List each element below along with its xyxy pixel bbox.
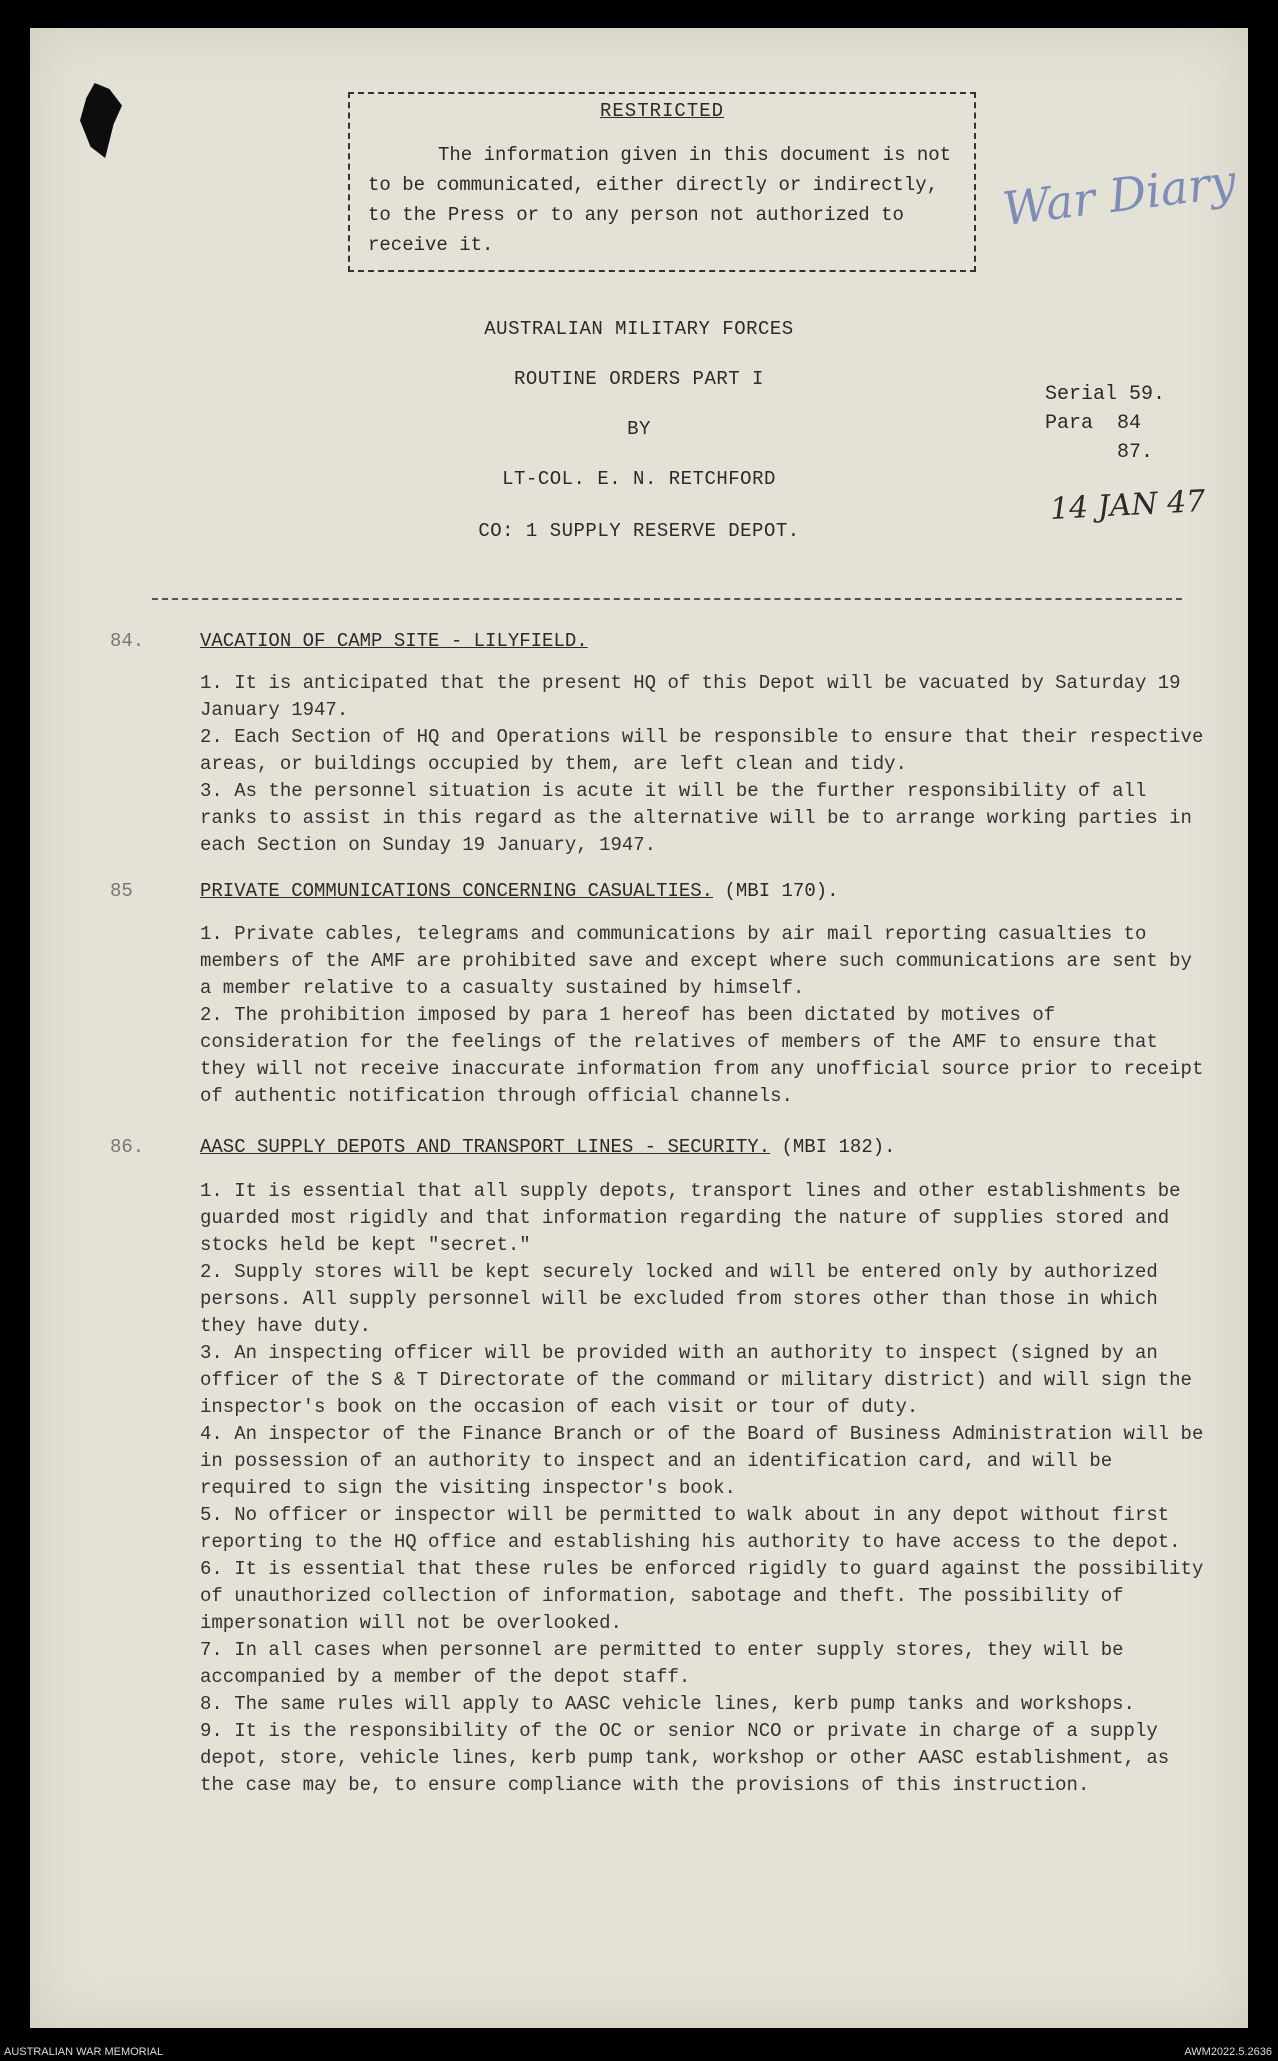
heading-line-3: BY bbox=[627, 418, 651, 440]
para-body-84 bbox=[200, 670, 1210, 859]
document-page bbox=[30, 28, 1248, 2028]
heading-line-1: AUSTRALIAN MILITARY FORCES bbox=[484, 318, 794, 340]
serial-line-3: 87. bbox=[1045, 441, 1154, 464]
serial-line-1: Serial 59. bbox=[1045, 383, 1166, 406]
para-title-84: VACATION OF CAMP SITE - LILYFIELD. bbox=[200, 630, 588, 652]
separator-rule bbox=[152, 598, 1182, 600]
list-item: 1. It is essential that all supply depots, transport lines and other establishments be guarded most rigidly and that information regarding the nature of supplies stored and stocks held be kept "secret." bbox=[200, 1180, 1181, 1256]
list-item: 1. It is anticipated that the present HQ of this Depot will be vacuated by Saturday 19 January 1947. bbox=[200, 672, 1181, 721]
handwritten-war-diary: War Diary bbox=[999, 153, 1239, 237]
para-title-86: AASC SUPPLY DEPOTS AND TRANSPORT LINES - SECURITY. (MBI 182). bbox=[200, 1136, 896, 1158]
heading-line-2: ROUTINE ORDERS PART I bbox=[514, 368, 764, 390]
list-item: 4. An inspector of the Finance Branch or of the Board of Business Administration will be in possession of an authority to inspect and an identification card, and will be required to sign the visiting inspector's book. bbox=[200, 1423, 1204, 1499]
list-item: 6. It is essential that these rules be enforced rigidly to guard against the possibility of unauthorized collection of information, sabotage and theft. The possibility of impersonation will not be overlooked. bbox=[200, 1558, 1204, 1634]
restricted-notice-box bbox=[348, 92, 976, 272]
para-number-85: 85 bbox=[110, 880, 133, 902]
list-item: 8. The same rules will apply to AASC vehicle lines, kerb pump tanks and workshops. bbox=[200, 1693, 1135, 1715]
list-item: 1. Private cables, telegrams and communications by air mail reporting casualties to members of the AMF are prohibited save and except where such communications are sent by a member relative to a casualty sustained by himself. bbox=[200, 923, 1192, 999]
para-number-86: 86. bbox=[110, 1136, 145, 1158]
list-item: 3. As the personnel situation is acute it will be the further responsibility of all ranks to assist in this regard as the alternative will be to arrange working parties in each Section on Sunday 19 January, 1947. bbox=[200, 780, 1192, 856]
para-title-85: PRIVATE COMMUNICATIONS CONCERNING CASUALTIES. (MBI 170). bbox=[200, 880, 839, 902]
list-item: 7. In all cases when personnel are permitted to enter supply stores, they will be accompanied by a member of the depot staff. bbox=[200, 1639, 1124, 1688]
footer-catalogue-number: AWM2022.5.2636 bbox=[1184, 2046, 1272, 2058]
list-item: 5. No officer or inspector will be permitted to walk about in any depot without first reporting to the HQ office and establishing his authority to have access to the depot. bbox=[200, 1504, 1181, 1553]
list-item: 9. It is the responsibility of the OC or senior NCO or private in charge of a supply depot, store, vehicle lines, kerb pump tank, workshop or other AASC establishment, as the case may be, to ensure compliance with the provisions of this instruction. bbox=[200, 1720, 1170, 1796]
list-item: 3. An inspecting officer will be provided with an authority to inspect (signed by an officer of the S & T Directorate of the command or military district) and will sign the inspector's book on the occasion of each visit or tour of duty. bbox=[200, 1342, 1192, 1418]
heading-line-5: CO: 1 SUPPLY RESERVE DEPOT. bbox=[478, 520, 800, 542]
footer-credit: AUSTRALIAN WAR MEMORIAL bbox=[4, 2046, 164, 2058]
restricted-title: RESTRICTED bbox=[599, 100, 725, 122]
para-body-85 bbox=[200, 921, 1210, 1110]
serial-line-2: Para 84 bbox=[1045, 412, 1142, 435]
serial-reference bbox=[1045, 380, 1165, 467]
torn-corner bbox=[80, 83, 122, 158]
handwritten-date: 14 JAN 47 bbox=[1049, 483, 1207, 528]
para-number-84: 84. bbox=[110, 630, 145, 652]
heading-line-4: LT-COL. E. N. RETCHFORD bbox=[502, 468, 776, 490]
list-item: 2. Each Section of HQ and Operations will be responsible to ensure that their respective areas, or buildings occupied by them, are left clean and tidy. bbox=[200, 726, 1204, 775]
list-item: 2. Supply stores will be kept securely locked and will be entered only by authorized persons. All supply personnel will be excluded from stores other than those in which they have duty. bbox=[200, 1261, 1158, 1337]
para-body-86 bbox=[200, 1178, 1210, 1799]
list-item: 2. The prohibition imposed by para 1 hereof has been dictated by motives of consideration for the feelings of the relatives of members of the AMF to ensure that they will not receive inaccurate information from any unofficial source prior to receipt of authentic notification through official channels. bbox=[200, 1004, 1204, 1107]
restricted-text: The information given in this document is not to be communicated, either directly or indirectly, to the Press or to any person not authorized to receive it. bbox=[368, 144, 952, 256]
